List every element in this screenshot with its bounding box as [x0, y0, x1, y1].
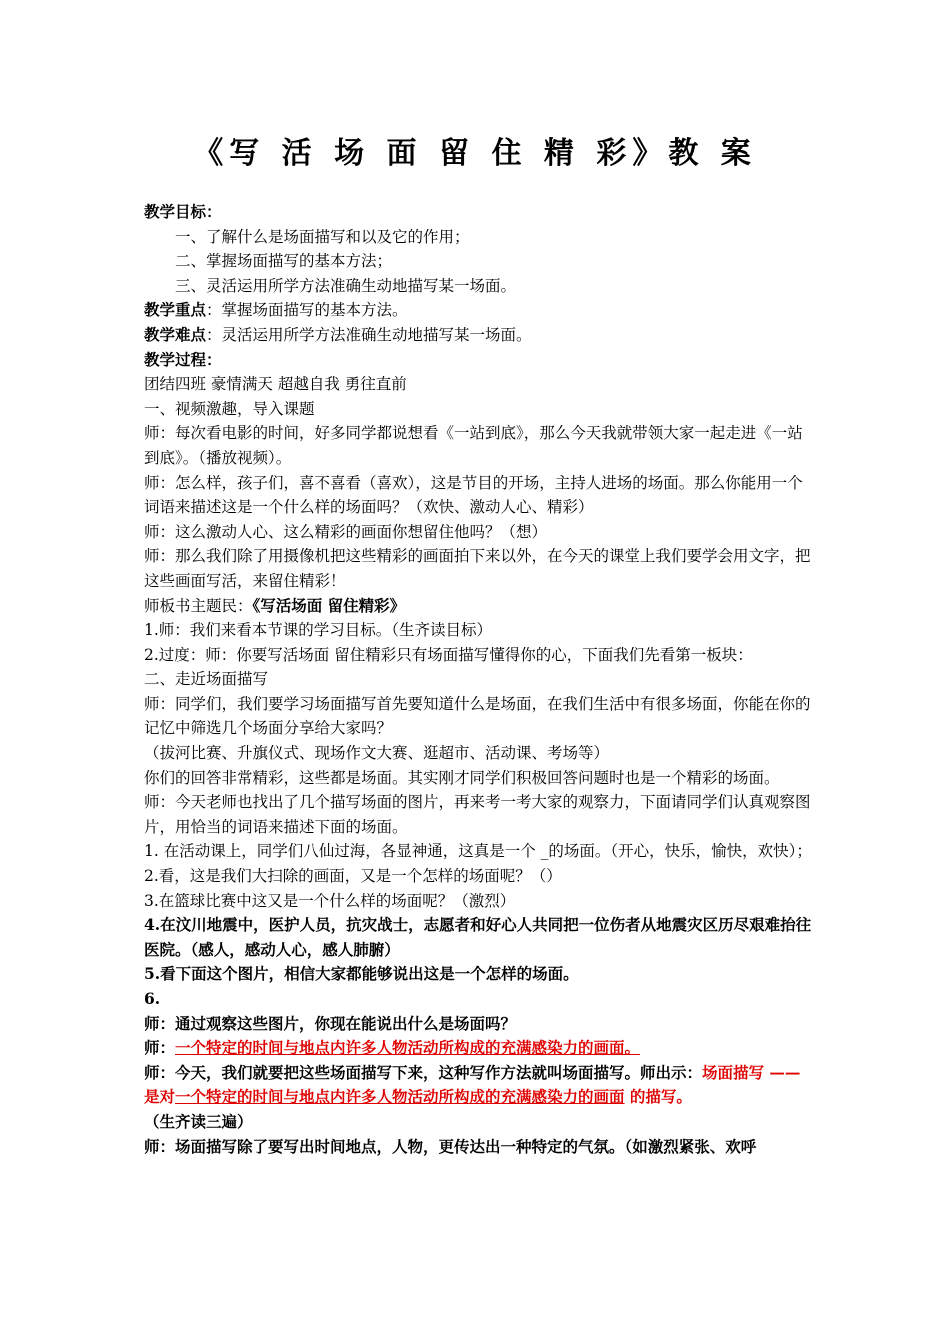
- board-title: 《写活场面 留住精彩》: [252, 595, 406, 615]
- paragraph: 师：同学们，我们要学习场面描写首先要知道什么是场面，在我们生活中有很多场面，你能在你的记忆中筛选几个场面分享给大家吗？: [144, 694, 811, 738]
- document-body: [144, 200, 814, 1159]
- key-point: [144, 298, 814, 323]
- intro-red-1: 场面描写 ——是对: [144, 1062, 801, 1107]
- goal-item: 一、了解什么是场面描写和以及它的作用；: [175, 227, 470, 246]
- intro-line: [144, 1061, 814, 1110]
- definition-line: [144, 1036, 814, 1061]
- intro-red-2: 一个特定的时间与地点内许多人物活动所构成的充满感染力的画面: [175, 1087, 625, 1107]
- list-item: 6.: [144, 989, 161, 1008]
- section-heading-1: 一、视频激趣，导入课题: [144, 399, 315, 418]
- key-label: 教学重点: [144, 300, 207, 320]
- goals-heading: 教学目标：: [144, 202, 222, 221]
- page-title: 《写 活 场 面 留 住 精 彩》教 案: [193, 136, 757, 171]
- board-prefix: 师板书主题民：: [144, 596, 253, 615]
- slogan: 团结四班 豪情满天 超越自我 勇往直前: [144, 375, 407, 394]
- last-line: 师：场面描写除了要写出时间地点，人物，更传达出一种特定的气氛。（如激烈紧张、欢呼: [144, 1136, 757, 1156]
- step-item: 1.师：我们来看本节课的学习目标。（生齐读目标）: [144, 621, 493, 640]
- read-thrice-line: （生齐读三遍）: [144, 1111, 253, 1131]
- board-line: [144, 594, 814, 619]
- difficulty-label: 教学难点: [144, 324, 207, 344]
- section-heading-2: 二、走近场面描写: [144, 670, 269, 689]
- list-item: 3.在篮球比赛中这又是一个什么样的场面呢？（激烈）: [144, 891, 516, 910]
- definition-text: 一个特定的时间与地点内许多人物活动所构成的充满感染力的画面。: [175, 1038, 641, 1058]
- goal-item: 二、掌握场面描写的基本方法；: [175, 252, 393, 271]
- question-line: 师：通过观察这些图片，你现在能说出什么是场面吗？: [144, 1013, 517, 1033]
- list-item: 1. 在活动课上，同学们八仙过海，各显神通，这真是一个 _的场面。（开心，快乐，愉快，欢快）；: [144, 842, 812, 861]
- answers-line: （拔河比赛、升旗仪式、现场作文大赛、逛超市、活动课、考场等）: [144, 744, 610, 763]
- definition-prefix: 师：: [144, 1038, 176, 1058]
- difficulty-point: [144, 323, 814, 348]
- intro-red-3: 的描写。: [624, 1087, 692, 1107]
- paragraph: 师：每次看电影的时间，好多同学都说想看《一站到底》，那么今天我就带领大家一起走进《一站到底》。（播放视频）。: [144, 424, 803, 467]
- step-item: 2.过度：师：你要写活场面 留住精彩只有场面描写懂得你的心，下面我们先看第一板块：: [144, 645, 753, 664]
- key-text: ：掌握场面描写的基本方法。: [206, 301, 408, 320]
- list-item: 5.看下面这个图片，相信大家都能够说出这是一个怎样的场面。: [144, 964, 579, 984]
- difficulty-text: ：灵活运用所学方法准确生动地描写某一场面。: [206, 325, 532, 344]
- paragraph: 师：今天老师也找出了几个描写场面的图片，再来考一考大家的观察力，下面请同学们认真观察图片，用恰当的词语来描述下面的场面。: [144, 793, 811, 836]
- process-heading: 教学过程：: [144, 349, 222, 369]
- paragraph: 你们的回答非常精彩，这些都是场面。其实刚才同学们积极回答问题时也是一个精彩的场面。: [144, 768, 780, 787]
- paragraph: 师：那么我们除了用摄像机把这些精彩的画面拍下来以外，在今天的课堂上我们要学会用文字，把这些画面写活，来留住精彩！: [144, 547, 811, 590]
- goal-item: 三、灵活运用所学方法准确生动地描写某一场面。: [175, 276, 517, 295]
- list-item: 2.看，这是我们大扫除的画面，又是一个怎样的场面呢？（）: [144, 867, 562, 886]
- paragraph: 师：这么激动人心、这么精彩的画面你想留住他吗？（想）: [144, 522, 548, 541]
- paragraph: 师：怎么样，孩子们，喜不喜看（喜欢），这是节目的开场，主持人进场的场面。那么你能用一个词语来描述这是一个什么样的场面吗？（欢快、激动人心、精彩）: [144, 473, 803, 517]
- intro-text: 师：今天，我们就要把这些场面描写下来，这种写作方法就叫场面描写。师出示：: [144, 1062, 703, 1082]
- list-item: 4.在汶川地震中，医护人员，抗灾战士，志愿者和好心人共同把一位伤者从地震灾区历尽艰难抬往医院。（感人，感动人心，感人肺腑）: [144, 915, 812, 959]
